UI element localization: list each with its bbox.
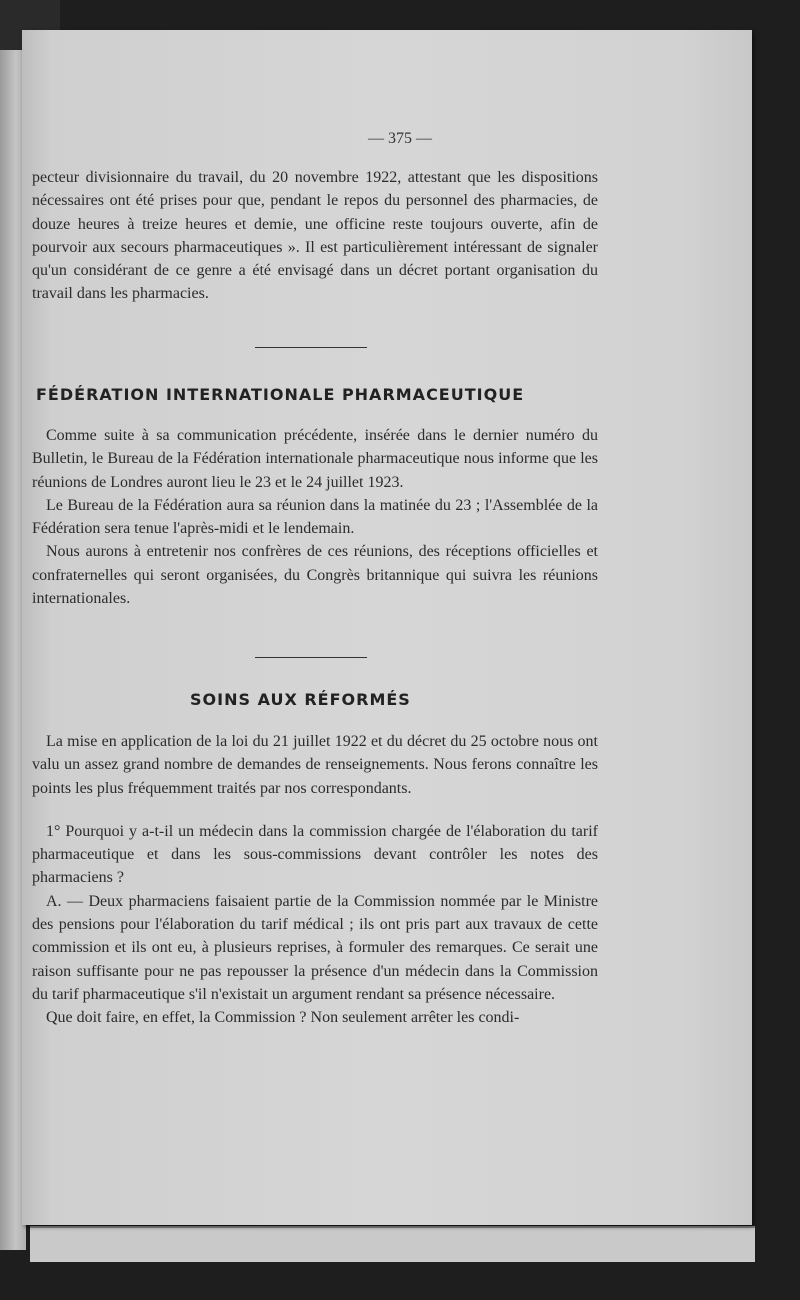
page-number: — 375 — — [368, 130, 432, 147]
page-stack-edge — [30, 1226, 755, 1262]
paragraph: 1° Pourquoi y a-t-il un médecin dans la commission chargée de l'élaboration du tarif pharmaceutique et dans les sous-commissions devant contrôler les notes des pharmaciens ? — [32, 822, 598, 887]
section-title-soins: SOINS AUX RÉFORMÉS — [190, 690, 411, 709]
paragraph: Le Bureau de la Fédération aura sa réunion dans la matinée du 23 ; l'Assemblée de la Fédération sera tenue l'après-midi et le lendemain. — [32, 496, 598, 538]
intro-paragraph — [32, 166, 598, 306]
section-divider — [255, 657, 367, 658]
section-soins-body — [32, 730, 598, 1030]
section-divider — [255, 347, 367, 348]
section-federation-body — [32, 424, 598, 610]
paragraph: La mise en application de la loi du 21 juillet 1922 et du décret du 25 octobre nous ont valu un assez grand nombre de demandes de renseignements. Nous ferons connaître les points les plus fréquemment traités par nos correspondants. — [32, 733, 598, 797]
paragraph: Que doit faire, en effet, la Commission ? Non seulement arrêter les condi- — [46, 1009, 520, 1027]
paragraph: Nous aurons à entretenir nos confrères de ces réunions, des réceptions officielles et confraternelles qui seront organisées, du Congrès britannique qui suivra les réunions internationales. — [32, 543, 598, 608]
paragraph: A. — Deux pharmaciens faisaient partie de la Commission nommée par le Ministre des pensions pour l'élaboration du tarif médical ; ils ont pris part aux travaux de cette commission et ils ont eu, à plusieurs reprises, à formuler des remarques. Ce serait une raison suffisante pour ne pas repousser la présence d'un médecin dans la Commission du tarif pharmaceutique s'il n'existait un argument rendant sa présence nécessaire. — [32, 892, 598, 1003]
paragraph: Comme suite à sa communication précédente, insérée dans le dernier numéro du Bulletin, le Bureau de la Fédération internationale pharmaceutique nous informe que les réunions de Londres auront lieu le 23 et le 24 juillet 1923. — [32, 427, 598, 491]
paragraph: pecteur divisionnaire du travail, du 20 novembre 1922, attestant que les dispositions nécessaires ont été prises pour que, pendant le repos du personnel des pharmacies, de douze heures à treize heures et demie, une officine reste toujours ouverte, afin de pourvoir aux secours pharmaceutiques ». Il est particulièrement intéressant de signaler qu'un considérant de ce genre a été envisagé dans un décret portant organisation du travail dans les pharmacies. — [32, 169, 598, 303]
section-title-federation: FÉDÉRATION INTERNATIONALE PHARMACEUTIQUE — [36, 385, 525, 404]
